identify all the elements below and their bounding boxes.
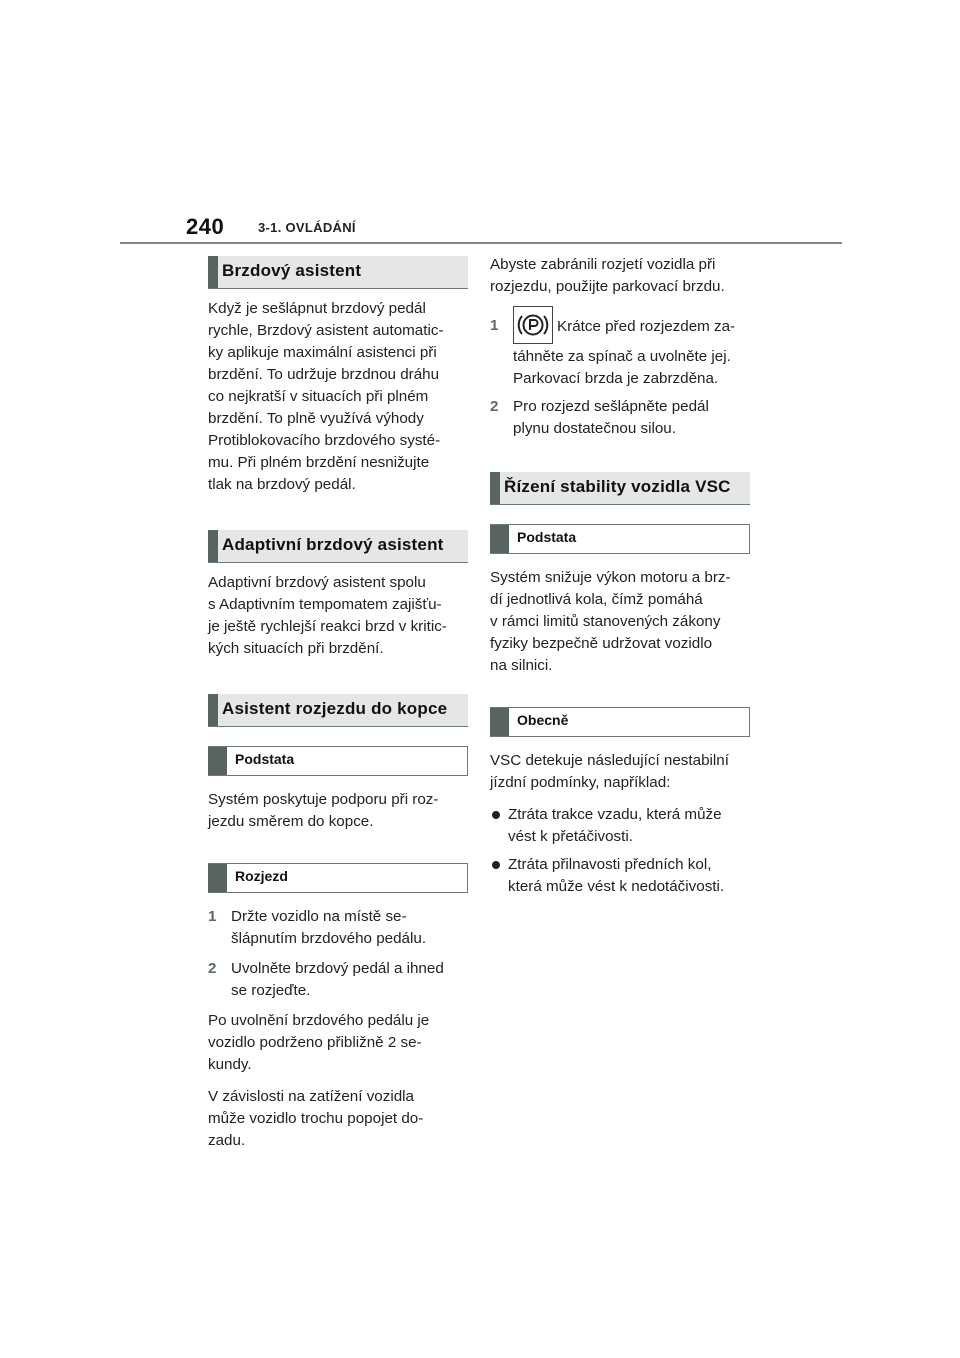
heading-brake-assist: [208, 256, 468, 289]
parking-brake-intro: Abyste zabránili rozjetí vozidla při rozjezdu, použijte parkovací brzdu.: [490, 256, 725, 295]
heading-hill-start-assist: [208, 694, 468, 727]
list-item: [490, 804, 750, 848]
subheading-bar: [208, 864, 227, 892]
subheading-start: [208, 863, 468, 893]
subheading-bar: [490, 708, 509, 736]
heading-text: Řízení stability vozidla VSC: [500, 472, 750, 504]
subheading-bar: [490, 525, 509, 553]
hill-start-rollback-text: V závislosti na zatížení vozidla může vozidlo trochu popojet do- zadu.: [208, 1088, 424, 1149]
list-item-text: Ztráta přilnavosti předních kol, která může vést k nedotáčivosti.: [508, 856, 725, 895]
step-item: [490, 396, 750, 440]
step-number: 2: [208, 960, 217, 977]
step-number: 2: [490, 398, 499, 415]
hill-start-basics-text: Systém poskytuje podporu při roz- jezdu směrem do kopce.: [208, 791, 439, 830]
step-item: [208, 906, 468, 950]
step-text: Držte vozidlo na místě se- šlápnutím brzdového pedálu.: [231, 908, 427, 947]
list-item-text: Ztráta trakce vzadu, která může vést k přetáčivosti.: [508, 806, 722, 845]
subheading-text: Rozjezd: [235, 868, 288, 884]
header-rule: [120, 242, 842, 244]
heading-adaptive-brake-assist: [208, 530, 468, 563]
page-number: 240: [186, 214, 225, 239]
step-text: Uvolněte brzdový pedál a ihned se rozjeďte.: [231, 960, 444, 999]
step-item: [490, 308, 750, 390]
heading-bar: [490, 472, 500, 504]
heading-bar: [208, 694, 218, 726]
section-title: 3-1. OVLÁDÁNÍ: [258, 220, 356, 235]
heading-text: Brzdový asistent: [218, 256, 468, 288]
step-item: [208, 958, 468, 1002]
step-text: Krátce před rozjezdem za- táhněte za spínač a uvolněte jej. Parkovací brzda je zabrzděna.: [513, 308, 750, 390]
list-item: [490, 854, 750, 898]
heading-bar: [208, 256, 218, 288]
vsc-basics-text: Systém snižuje výkon motoru a brz- dí jednotlivá kola, čímž pomáhá v rámci limitů stanovených zákony fyziky bezpečně udržovat vozidlo na silnici.: [490, 569, 731, 674]
hill-start-hold-text: Po uvolnění brzdového pedálu je vozidlo podrženo přibližně 2 se- kundy.: [208, 1012, 430, 1073]
parking-brake-icon: [513, 306, 553, 344]
adaptive-brake-assist-text: Adaptivní brzdový asistent spolu s Adaptivním tempomatem zajišťu- je ještě rychlejší reakci brzd v kritic- kých situacích při brzdění.: [208, 574, 447, 657]
subheading-text: Obecně: [517, 712, 569, 728]
left-column: [208, 256, 468, 1162]
step-number: 1: [490, 317, 499, 334]
brake-assist-text: Když je sešlápnut brzdový pedál rychle, Brzdový asistent automatic- ky aplikuje maximální asistenci při brzdění. To udržuje brzdnou dráhu co nejkratší v situacích při plném brzdění. To plně využívá výhody Protiblokovacího brzdového systé- mu. Při plném brzdění nesnižujte tlak na brzdový pedál.: [208, 300, 444, 493]
heading-bar: [208, 530, 218, 562]
subheading-general: [490, 707, 750, 737]
step-first-line: Krátce před rozjezdem za-: [557, 318, 736, 335]
vsc-general-text: VSC detekuje následující nestabilní jízdní podmínky, například:: [490, 752, 729, 791]
step-text: Pro rozjezd sešlápněte pedál plynu dostatečnou silou.: [513, 398, 709, 437]
step-number: 1: [208, 908, 217, 925]
heading-text: Adaptivní brzdový asistent: [218, 530, 468, 562]
heading-vsc: [490, 472, 750, 505]
subheading-text: Podstata: [235, 751, 295, 767]
subheading-basics: [490, 524, 750, 554]
heading-text: Asistent rozjezdu do kopce: [218, 694, 468, 726]
subheading-text: Podstata: [517, 529, 577, 545]
right-column: [490, 254, 750, 904]
subheading-basics: [208, 746, 468, 776]
bullet-icon: [490, 804, 508, 848]
subheading-bar: [208, 747, 227, 775]
bullet-icon: [490, 854, 508, 898]
